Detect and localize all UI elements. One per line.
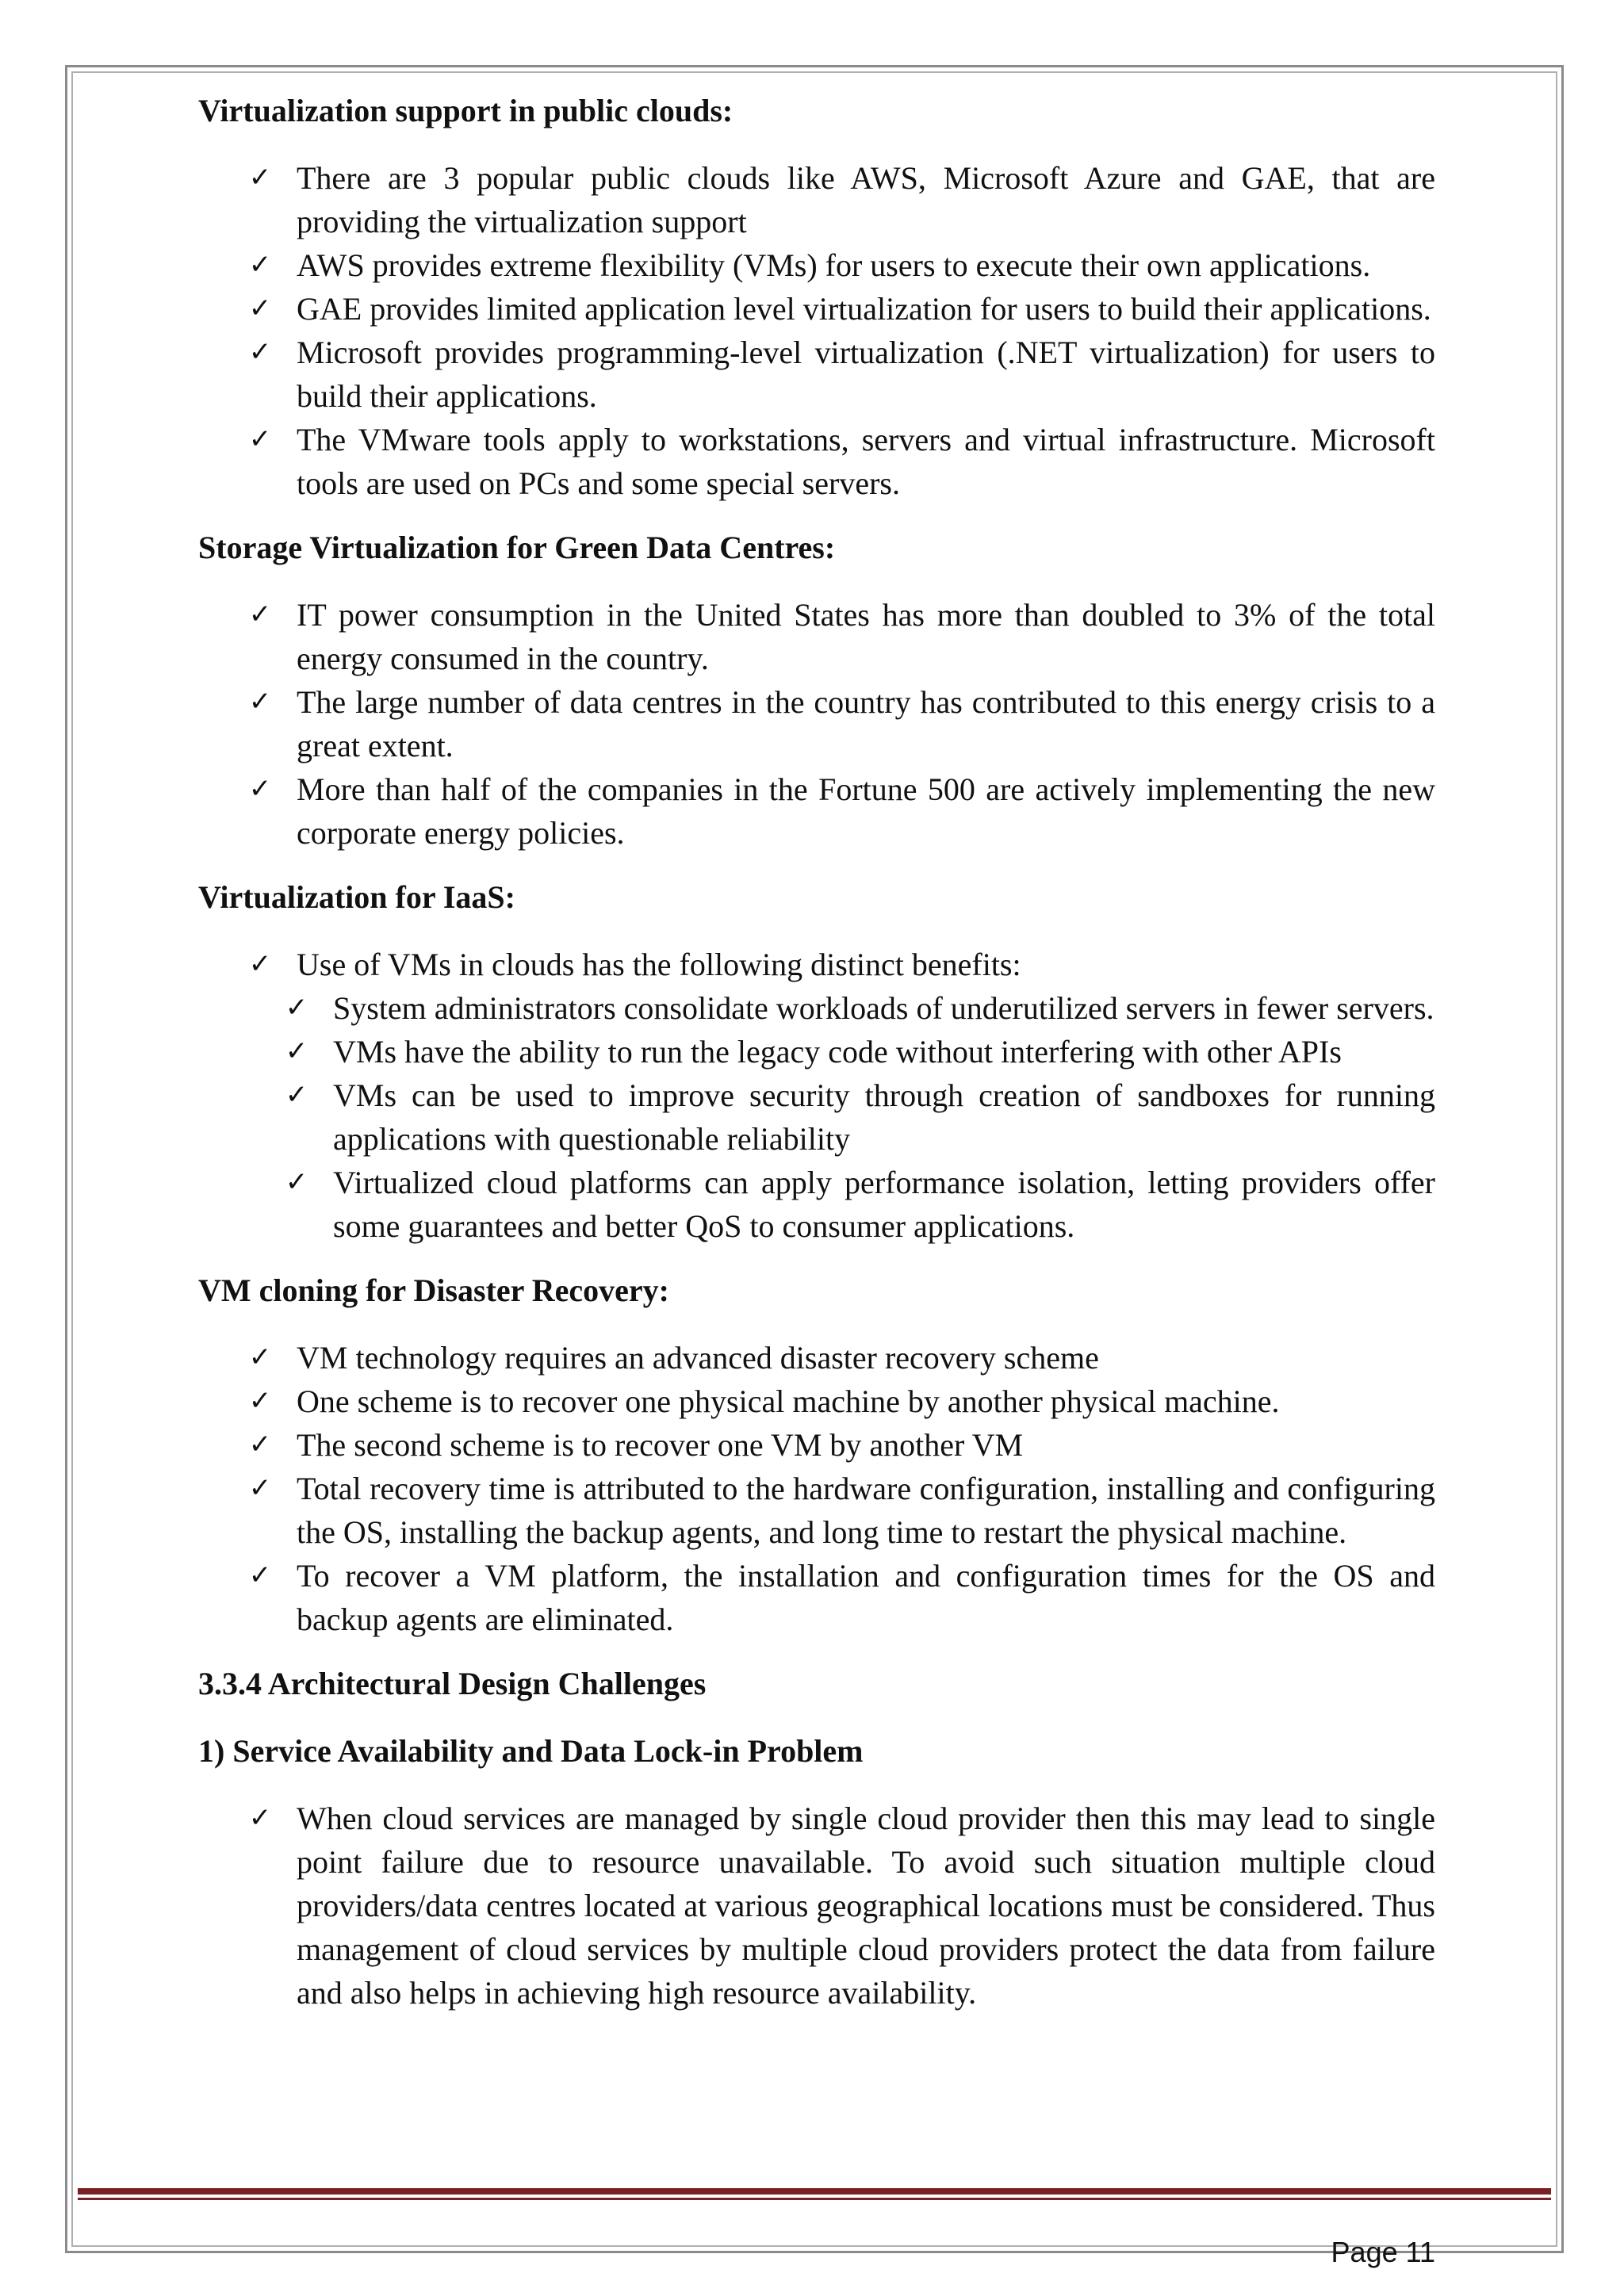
- list-item: ✓ To recover a VM platform, the installation and configuration times for the OS and backup agents are eliminated.: [198, 1554, 1435, 1641]
- list-item: ✓ One scheme is to recover one physical machine by another physical machine.: [198, 1380, 1435, 1423]
- list-item: ✓ Virtualized cloud platforms can apply performance isolation, letting providers offer some guarantees and better QoS to consumer applications.: [198, 1161, 1435, 1248]
- checkmark-icon: ✓: [248, 1559, 272, 1591]
- heading-architectural-challenges: 3.3.4 Architectural Design Challenges: [198, 1666, 707, 1701]
- list-item: ✓ Microsoft provides programming-level virtualization (.NET virtualization) for users to build their applications.: [198, 331, 1435, 418]
- checkmark-icon: ✓: [248, 686, 272, 718]
- list-item: ✓ The large number of data centres in the country has contributed to this energy crisis to a great extent.: [198, 680, 1435, 767]
- checkmark-icon: ✓: [248, 1341, 272, 1373]
- heading-iaas: Virtualization for IaaS:: [198, 879, 515, 915]
- document-body: [198, 89, 1435, 2035]
- list-green-data-centres: [198, 593, 1435, 855]
- checkmark-icon: ✓: [248, 249, 272, 281]
- checkmark-icon: ✓: [248, 599, 272, 630]
- checkmark-icon: ✓: [248, 336, 272, 368]
- list-service-availability: [198, 1797, 1435, 2015]
- list-item: ✓ AWS provides extreme flexibility (VMs) for users to execute their own applications.: [198, 243, 1435, 287]
- list-iaas: [198, 943, 1435, 986]
- list-item: ✓ There are 3 popular public clouds like AWS, Microsoft Azure and GAE, that are providing the virtualization support: [198, 156, 1435, 243]
- checkmark-icon: ✓: [248, 948, 272, 980]
- heading-disaster-recovery: VM cloning for Disaster Recovery:: [198, 1272, 669, 1308]
- list-item: ✓ System administrators consolidate workloads of underutilized servers in fewer servers.: [198, 986, 1435, 1030]
- list-item: ✓ When cloud services are managed by single cloud provider then this may lead to single point failure due to resource unavailable. To avoid such situation multiple cloud providers/data centres located at various geographical locations must be considered. Thus management of cloud services by multiple cloud providers protect the data from failure and also helps in achieving high resource availability.: [198, 1797, 1435, 2015]
- list-item: ✓ Total recovery time is attributed to the hardware configuration, installing and configuring the OS, installing the backup agents, and long time to restart the physical machine.: [198, 1467, 1435, 1554]
- checkmark-icon: ✓: [285, 992, 308, 1024]
- checkmark-icon: ✓: [248, 773, 272, 805]
- checkmark-icon: ✓: [285, 1035, 308, 1067]
- checkmark-icon: ✓: [248, 162, 272, 193]
- checkmark-icon: ✓: [248, 423, 272, 455]
- heading-service-availability: 1) Service Availability and Data Lock-in Problem: [198, 1733, 864, 1769]
- list-disaster-recovery: [198, 1336, 1435, 1641]
- list-item: ✓ The VMware tools apply to workstations, servers and virtual infrastructure. Microsoft tools are used on PCs and some special servers.: [198, 418, 1435, 505]
- page-number: Page 11: [1331, 2236, 1435, 2268]
- list-item: ✓ IT power consumption in the United States has more than doubled to 3% of the total energy consumed in the country.: [198, 593, 1435, 680]
- list-item: ✓ VMs can be used to improve security through creation of sandboxes for running applications with questionable reliability: [198, 1073, 1435, 1161]
- heading-public-clouds: Virtualization support in public clouds:: [198, 93, 733, 128]
- sublist-iaas-benefits: [198, 986, 1435, 1248]
- checkmark-icon: ✓: [285, 1079, 308, 1111]
- checkmark-icon: ✓: [248, 1429, 272, 1460]
- checkmark-icon: ✓: [248, 1472, 272, 1504]
- list-item: ✓ Use of VMs in clouds has the following distinct benefits:: [198, 943, 1435, 986]
- heading-green-data-centres: Storage Virtualization for Green Data Centres:: [198, 530, 836, 565]
- checkmark-icon: ✓: [248, 293, 272, 324]
- checkmark-icon: ✓: [248, 1385, 272, 1417]
- list-item: ✓ VM technology requires an advanced disaster recovery scheme: [198, 1336, 1435, 1380]
- footer-rule-thick: [78, 2188, 1551, 2195]
- list-item: ✓ More than half of the companies in the Fortune 500 are actively implementing the new corporate energy policies.: [198, 767, 1435, 855]
- footer-rule-thin: [78, 2198, 1551, 2200]
- checkmark-icon: ✓: [285, 1166, 308, 1198]
- list-item: ✓ GAE provides limited application level virtualization for users to build their applications.: [198, 287, 1435, 331]
- checkmark-icon: ✓: [248, 1802, 272, 1834]
- list-public-clouds: [198, 156, 1435, 505]
- list-item: ✓ VMs have the ability to run the legacy code without interfering with other APIs: [198, 1030, 1435, 1073]
- list-item: ✓ The second scheme is to recover one VM by another VM: [198, 1423, 1435, 1467]
